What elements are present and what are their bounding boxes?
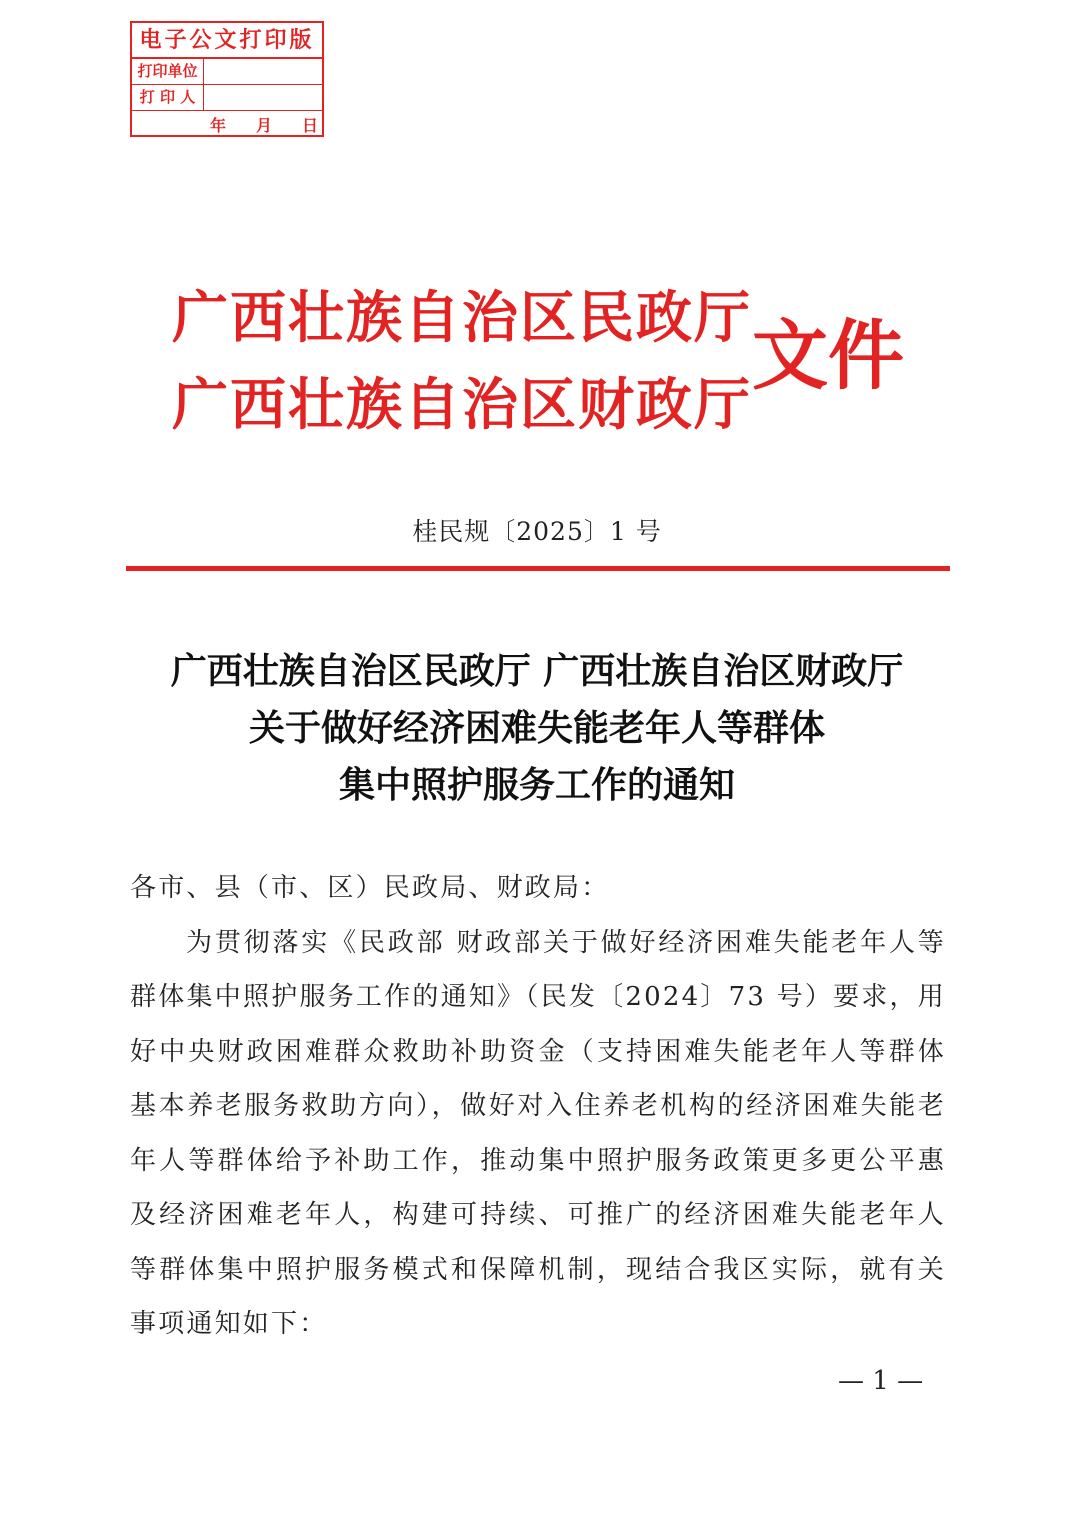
stamp-unit-row — [132, 59, 322, 85]
doc-word: 文件 — [752, 311, 904, 400]
title-line-3: 集中照护服务工作的通知 — [338, 764, 735, 806]
stamp-person-value — [204, 85, 322, 110]
stamp-month: 月 — [255, 115, 272, 135]
red-divider — [126, 566, 950, 571]
body-paragraph-1: 为贯彻落实《民政部 财政部关于做好经济困难失能老年人等群体集中照护服务工作的通知》（民发〔2024〕73 号）要求，用好中央财政困难群众救助补助资金（支持困难失能老年人等群体基本养老服务救助方向），做好对入住养老机构的经济困难失能老年人等群体给予补助工作，推动集中照护服务政策更多更公平惠及经济困难老年人，构建可持续、可推广的经济困难失能老年人等群体集中照护服务模式和保障机制，现结合我区实际，就有关事项通知如下： — [130, 927, 946, 1339]
stamp-day: 日 — [301, 115, 318, 135]
title-line-1: 广西壮族自治区民政厅 广西壮族自治区财政厅 — [170, 650, 904, 692]
stamp-unit-label: 打印单位 — [132, 59, 204, 84]
document-body — [130, 861, 946, 1352]
stamp-unit-value — [204, 59, 322, 84]
issuer-finance: 广西壮族自治区财政厅 — [172, 372, 752, 438]
stamp-person-row — [132, 85, 322, 111]
doc-number: 桂民规〔2025〕1 号 — [412, 517, 662, 546]
stamp-year: 年 — [209, 115, 226, 135]
salutation: 各市、县（市、区）民政局、财政局： — [130, 873, 610, 903]
issuer-civil-affairs: 广西壮族自治区民政厅 — [172, 285, 752, 351]
stamp-person-label: 打 印 人 — [132, 85, 204, 110]
document-title — [0, 643, 1074, 814]
title-line-2: 关于做好经济困难失能老年人等群体 — [248, 707, 825, 749]
stamp-date-row — [132, 111, 322, 137]
page-number: — 1 — — [838, 1366, 924, 1396]
stamp-title: 电子公文打印版 — [132, 23, 322, 59]
print-stamp — [130, 21, 324, 137]
